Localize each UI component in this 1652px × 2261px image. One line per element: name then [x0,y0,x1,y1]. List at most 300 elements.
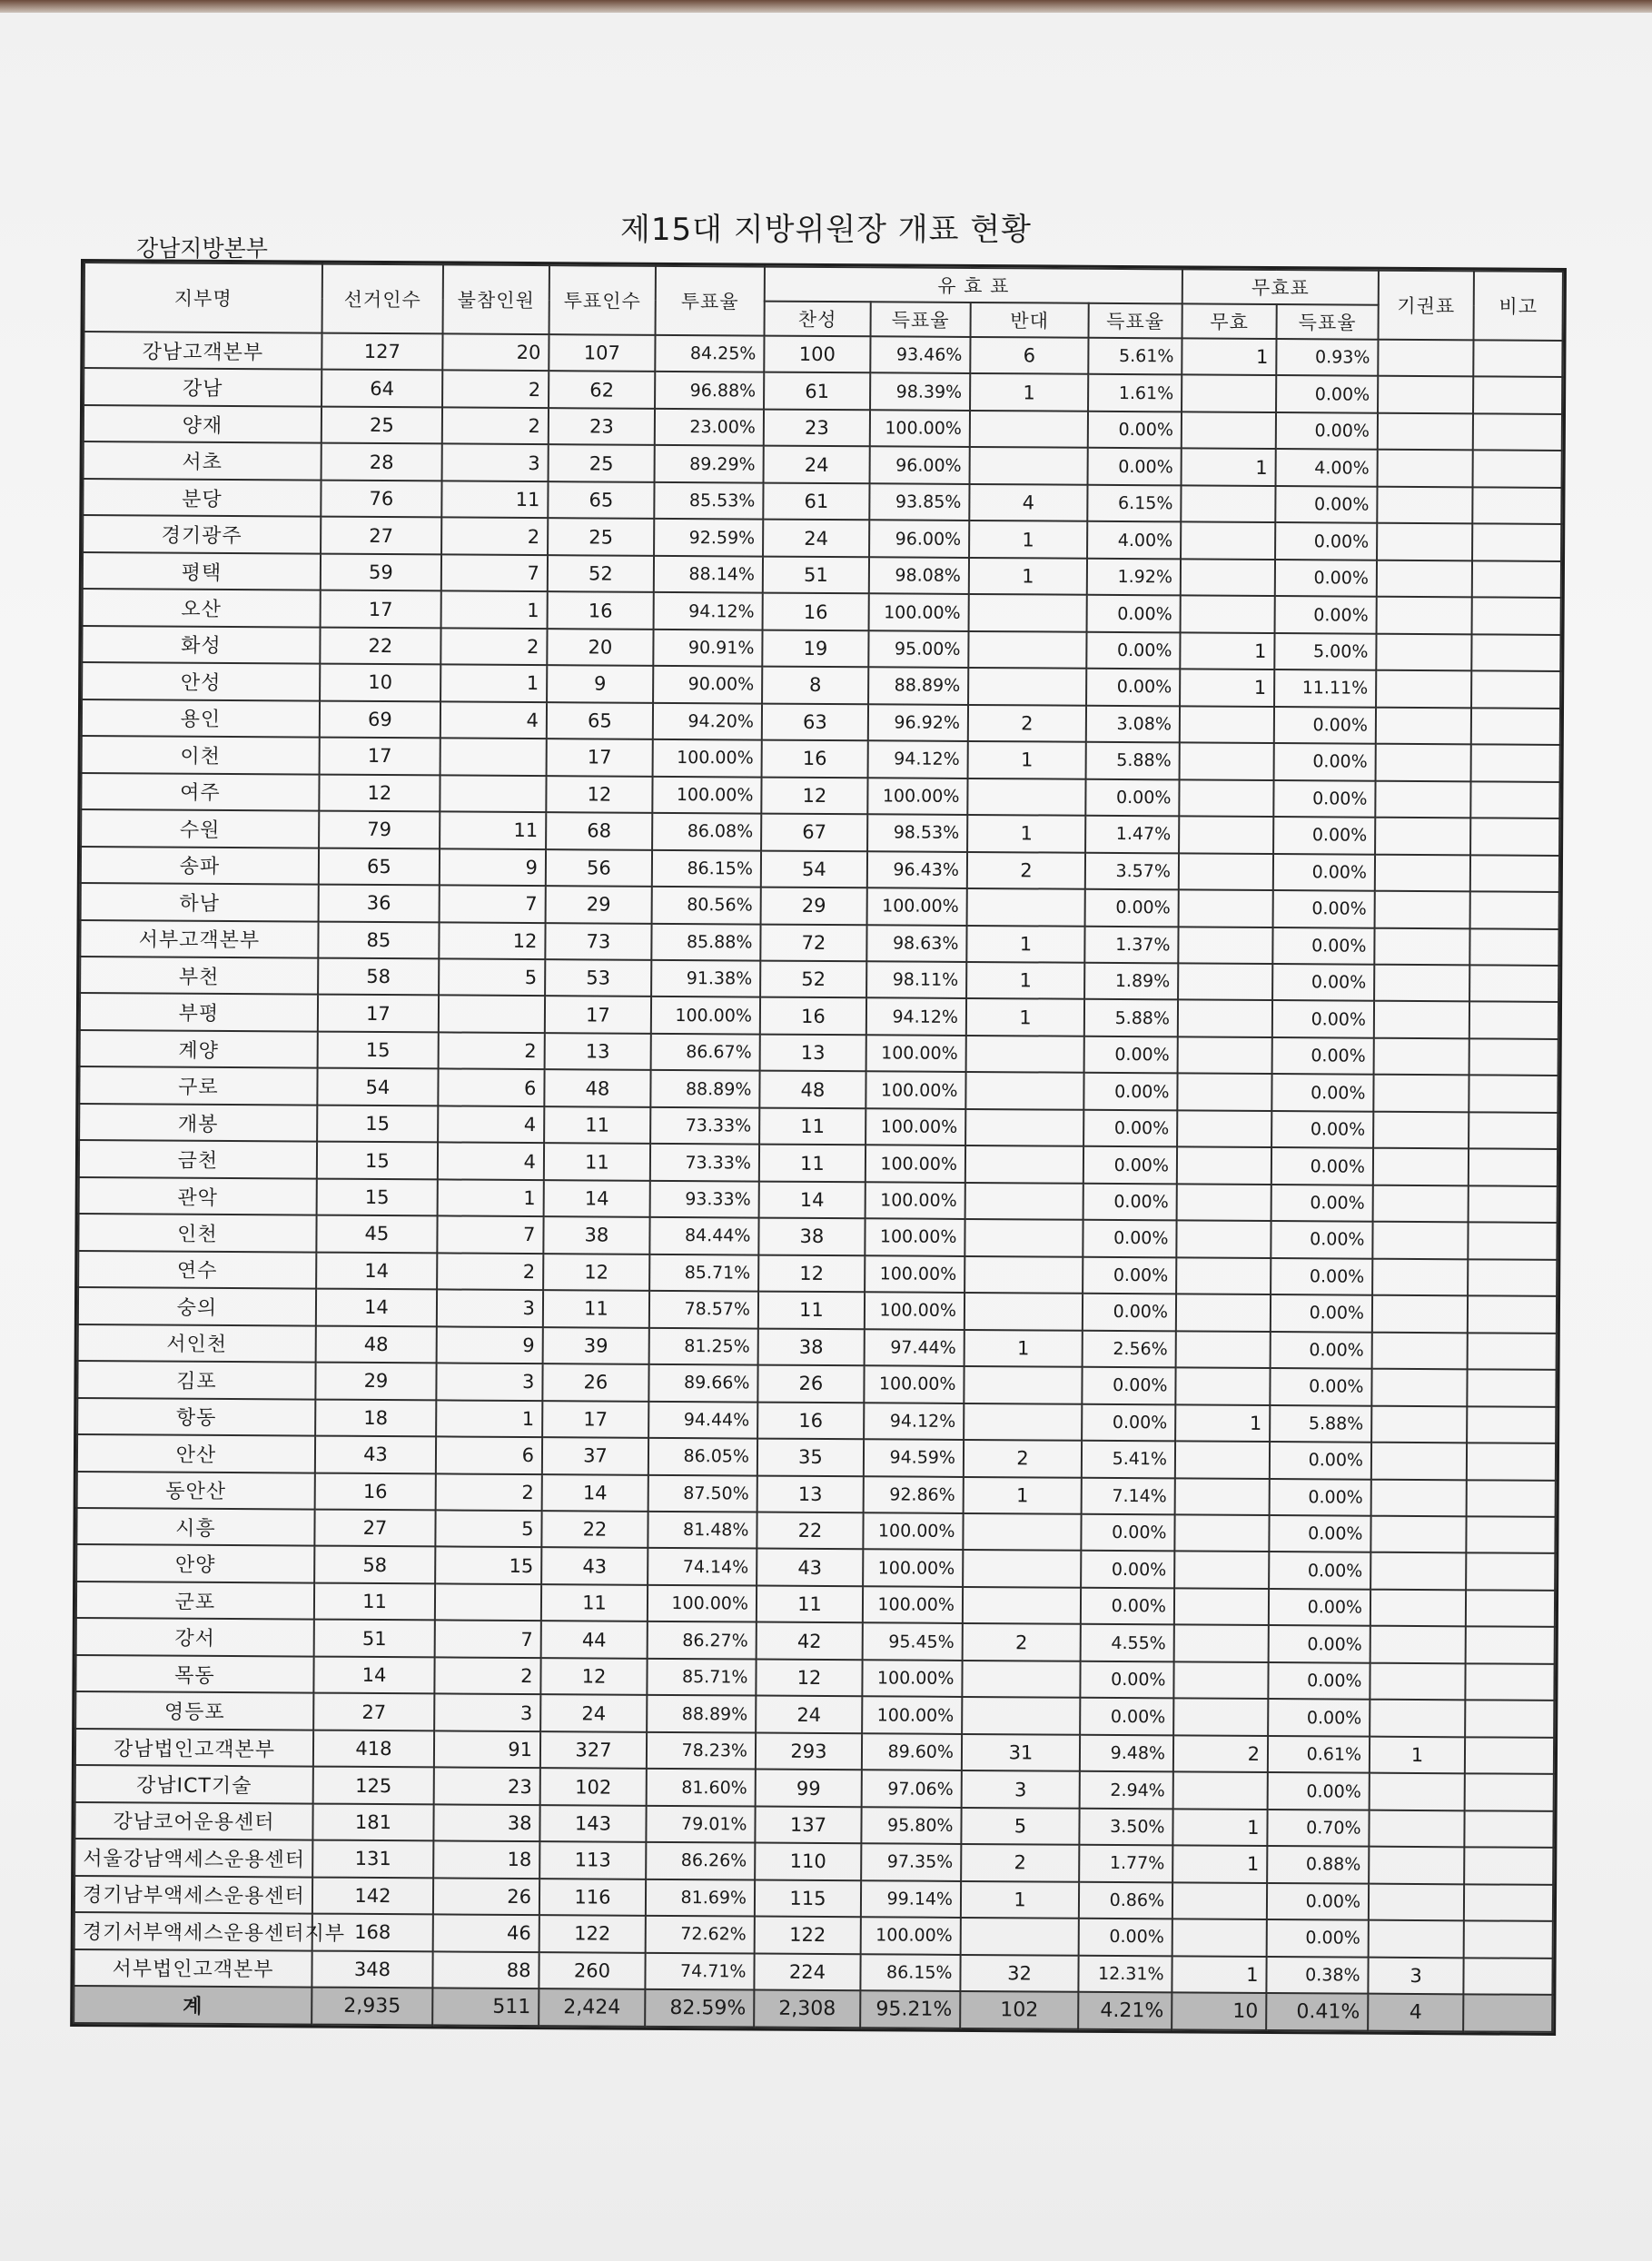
note-cell [1466,1627,1555,1664]
yes-rate-cell: 100.00% [864,1365,964,1403]
yes-rate-cell: 96.00% [869,521,969,558]
abstain-cell [1371,1405,1467,1443]
absent-cell: 38 [433,1804,539,1841]
note-cell [1470,855,1559,892]
voters-cell: 26 [542,1364,648,1401]
voters-cell: 38 [543,1216,649,1254]
absent-cell: 1 [440,665,547,702]
electorate-cell: 131 [312,1840,433,1878]
absent-cell: 511 [432,1988,539,2026]
electorate-cell: 17 [321,590,441,628]
electorate-cell: 17 [318,995,439,1032]
no-cell [962,1661,1080,1698]
void-rate-cell: 0.00% [1273,890,1375,927]
void-rate-cell: 0.00% [1273,780,1375,818]
no-cell [962,1697,1080,1734]
note-cell [1471,671,1560,709]
absent-cell: 7 [435,1621,541,1658]
void-cell [1176,1294,1271,1332]
electorate-cell: 15 [318,1031,439,1068]
void-rate-cell: 0.00% [1272,1000,1374,1037]
branch-name: 인천 [78,1214,316,1252]
void-rate-cell: 0.00% [1271,1111,1373,1148]
electorate-cell: 28 [321,443,442,481]
total-row [74,1986,1552,2032]
no-rate-cell: 4.55% [1081,1624,1174,1661]
abstain-cell [1370,1773,1465,1810]
no-cell [967,888,1085,926]
void-rate-cell: 0.00% [1272,1037,1374,1075]
yes-cell: 22 [757,1512,863,1550]
void-rate-cell: 0.38% [1266,1957,1368,1994]
electorate-cell: 142 [312,1877,433,1914]
absent-cell: 18 [433,1841,539,1879]
void-rate-cell: 0.00% [1267,1919,1369,1957]
void-cell [1181,522,1275,560]
voters-cell: 260 [539,1952,645,1989]
voters-cell: 107 [549,334,655,372]
electorate-cell: 18 [315,1399,436,1436]
absent-cell: 1 [441,591,548,629]
absent-cell: 2 [441,518,548,555]
electorate-cell: 14 [313,1656,434,1693]
header-row [84,263,1563,306]
voters-cell: 9 [547,665,653,702]
branch-name: 이천 [82,736,320,774]
yes-cell: 8 [762,667,868,704]
header-yes: 찬성 [765,302,871,337]
yes-cell: 24 [764,446,870,483]
turnout-cell: 100.00% [652,776,761,813]
branch-name: 관악 [79,1177,317,1215]
branch-name: 분당 [83,479,321,517]
voters-cell: 56 [546,849,652,887]
note-cell [1465,1701,1554,1738]
absent-cell: 2 [437,1253,543,1290]
turnout-cell: 90.00% [653,666,762,703]
voters-cell: 37 [542,1437,648,1474]
void-rate-cell: 0.00% [1271,1185,1373,1222]
void-rate-cell: 0.00% [1274,743,1376,780]
no-rate-cell: 0.00% [1083,1294,1176,1331]
branch-name: 계 [74,1986,312,2025]
turnout-cell: 73.33% [650,1107,759,1145]
branch-name: 안성 [82,662,320,700]
yes-rate-cell: 98.39% [870,373,970,411]
no-cell: 4 [969,484,1087,521]
abstain-cell [1377,597,1472,634]
no-cell [965,1109,1083,1146]
turnout-cell: 88.89% [647,1695,756,1732]
header-abstain: 기권표 [1379,271,1474,341]
yes-rate-cell: 94.12% [864,1403,964,1440]
void-rate-cell: 11.11% [1274,669,1376,707]
note-cell [1467,1480,1556,1517]
void-cell: 1 [1172,1846,1267,1883]
branch-name: 서울강남액세스운용센터 [74,1839,312,1877]
electorate-cell: 27 [314,1510,435,1547]
turnout-cell: 94.44% [648,1401,757,1438]
voters-cell: 43 [541,1548,648,1585]
branch-name: 연수 [78,1251,316,1289]
absent-cell: 7 [441,554,548,591]
no-rate-cell: 0.00% [1085,778,1179,816]
abstain-cell [1372,1222,1468,1259]
void-cell: 2 [1173,1735,1268,1772]
electorate-cell: 11 [314,1583,435,1621]
abstain-cell [1377,560,1472,598]
abstain-cell [1377,487,1472,524]
void-rate-cell: 0.00% [1269,1589,1370,1626]
branch-name: 오산 [83,589,321,627]
yes-cell: 43 [757,1549,863,1586]
yes-cell: 110 [755,1843,861,1880]
no-rate-cell: 0.00% [1082,1403,1175,1441]
electorate-cell: 181 [312,1803,433,1840]
electorate-cell: 85 [318,921,439,958]
yes-rate-cell: 100.00% [865,1292,964,1329]
voters-cell: 2,424 [539,1988,645,2027]
voters-cell: 17 [547,739,653,776]
yes-rate-cell: 98.53% [867,814,967,851]
void-rate-cell: 0.00% [1272,964,1374,1001]
electorate-cell: 25 [321,407,442,444]
branch-name: 화성 [82,626,320,664]
turnout-cell: 85.71% [647,1659,756,1696]
abstain-cell [1369,1883,1464,1920]
yes-cell: 99 [756,1770,862,1807]
abstain-cell [1371,1369,1467,1406]
no-cell [968,631,1086,669]
absent-cell: 9 [440,848,546,886]
headquarters-label: 강남지방본부 [136,235,268,262]
branch-name: 안산 [77,1434,315,1473]
yes-cell: 29 [761,888,867,925]
branch-name: 서부고객본부 [80,919,318,957]
void-cell [1178,963,1272,1000]
no-cell: 3 [962,1770,1080,1808]
no-rate-cell: 12.31% [1078,1955,1172,1992]
branch-name: 부평 [80,993,318,1031]
electorate-cell: 348 [312,1950,432,1988]
yes-cell: 61 [764,372,870,410]
abstain-cell: 3 [1368,1957,1463,1994]
void-cell: 1 [1175,1404,1270,1442]
yes-cell: 19 [762,630,868,667]
electorate-cell: 2,935 [312,1988,432,2026]
turnout-cell: 86.67% [651,1034,760,1071]
absent-cell: 1 [438,1179,544,1216]
voters-cell: 20 [547,629,653,666]
void-rate-cell: 5.88% [1270,1405,1371,1443]
note-cell [1469,1185,1558,1223]
no-rate-cell: 0.00% [1083,1256,1176,1294]
no-cell [966,1036,1084,1073]
electorate-cell: 12 [319,774,440,811]
voters-cell: 24 [540,1694,647,1731]
voters-cell: 22 [541,1511,648,1548]
turnout-cell: 93.33% [650,1181,759,1218]
no-cell: 102 [960,1991,1078,2029]
void-cell [1180,743,1274,780]
yes-rate-cell: 97.44% [865,1329,964,1366]
note-cell [1464,1810,1553,1848]
no-cell: 5 [961,1808,1079,1845]
note-cell [1466,1553,1555,1591]
void-cell [1177,1184,1271,1221]
note-cell [1473,340,1562,377]
yes-cell: 24 [756,1696,862,1733]
no-cell: 6 [970,337,1088,374]
abstain-cell [1372,1295,1468,1333]
branch-name: 수원 [81,809,319,848]
no-cell: 2 [961,1844,1079,1881]
yes-rate-cell: 100.00% [866,1182,965,1219]
header-electorate: 선거인수 [322,264,443,334]
note-cell [1469,1149,1558,1186]
abstain-cell [1369,1810,1464,1847]
no-rate-cell: 3.50% [1079,1808,1172,1845]
voters-cell: 327 [540,1731,647,1769]
electorate-cell: 17 [320,738,440,775]
void-cell [1176,1257,1271,1294]
abstain-cell [1370,1626,1466,1663]
no-cell [964,1256,1083,1294]
electorate-cell: 58 [314,1546,435,1583]
turnout-cell: 87.50% [648,1474,757,1512]
yes-rate-cell: 100.00% [866,1035,966,1072]
no-cell [965,1183,1083,1220]
void-rate-cell: 0.00% [1269,1625,1370,1662]
void-cell [1177,1110,1271,1147]
turnout-cell: 84.25% [655,335,764,372]
electorate-cell: 10 [320,664,440,701]
note-cell [1464,1848,1553,1885]
absent-cell: 3 [442,444,549,481]
electorate-cell: 51 [314,1620,435,1657]
void-cell [1177,1147,1271,1185]
no-cell [964,1219,1083,1256]
abstain-cell [1373,1112,1469,1149]
voters-cell: 11 [543,1290,649,1327]
electorate-cell: 29 [315,1363,436,1400]
abstain-cell [1372,1332,1468,1369]
yes-rate-cell: 100.00% [867,778,967,815]
note-cell [1467,1369,1556,1406]
no-rate-cell: 0.00% [1080,1661,1173,1699]
turnout-cell: 94.12% [654,592,763,630]
yes-rate-cell: 97.06% [862,1770,962,1808]
no-rate-cell: 0.00% [1080,1698,1173,1735]
void-rate-cell: 0.00% [1275,560,1377,597]
ballot-count-table [73,262,1564,2033]
branch-name: 평택 [83,552,321,590]
void-rate-cell: 0.00% [1271,1258,1372,1295]
electorate-cell: 36 [319,885,440,922]
yes-rate-cell: 99.14% [861,1880,961,1918]
yes-rate-cell: 97.35% [861,1843,961,1880]
no-cell [967,778,1085,816]
turnout-cell: 73.33% [650,1144,759,1181]
yes-cell: 42 [757,1622,863,1660]
void-cell [1174,1588,1269,1625]
abstain-cell [1376,744,1471,781]
no-cell: 1 [968,741,1086,778]
void-cell [1182,412,1276,449]
no-cell [964,1293,1083,1330]
yes-rate-cell: 100.00% [862,1660,962,1697]
note-cell [1464,1920,1553,1958]
void-cell [1175,1478,1270,1515]
yes-rate-cell: 100.00% [866,1072,965,1109]
no-cell [961,1918,1079,1955]
abstain-cell [1369,1847,1464,1884]
yes-rate-cell: 96.43% [867,851,967,888]
no-rate-cell: 0.00% [1083,1184,1177,1221]
yes-rate-cell: 92.86% [864,1476,964,1513]
turnout-cell: 82.59% [645,1989,754,2028]
void-rate-cell: 5.00% [1274,633,1376,670]
branch-name: 개봉 [79,1104,317,1142]
no-cell [965,1072,1083,1109]
yes-cell: 293 [756,1732,862,1770]
voters-cell: 11 [541,1584,648,1621]
electorate-cell: 27 [313,1693,434,1730]
no-rate-cell: 3.08% [1086,705,1180,742]
void-cell: 10 [1172,1992,1266,2030]
voters-cell: 65 [547,702,653,739]
branch-name: 강서 [76,1618,314,1656]
branch-name: 강남 [84,368,321,406]
yes-rate-cell: 94.12% [868,740,968,778]
branch-name: 시흥 [76,1508,314,1546]
branch-name: 부천 [80,957,318,995]
no-cell: 1 [964,1330,1083,1367]
turnout-cell: 78.23% [647,1732,756,1770]
yes-cell: 63 [762,703,868,740]
void-rate-cell: 0.61% [1268,1736,1370,1773]
abstain-cell [1378,413,1473,451]
voters-cell: 122 [539,1915,646,1952]
void-rate-cell: 0.00% [1271,1332,1372,1369]
voters-cell: 62 [549,372,655,409]
absent-cell: 23 [434,1768,540,1805]
yes-rate-cell: 94.59% [864,1439,964,1476]
voters-cell: 29 [546,886,652,923]
no-rate-cell: 5.88% [1084,999,1178,1036]
yes-cell: 51 [763,556,869,593]
yes-rate-cell: 100.00% [863,1550,963,1587]
abstain-cell [1377,523,1472,560]
abstain-cell [1375,780,1470,818]
no-rate-cell: 9.48% [1080,1735,1173,1772]
absent-cell: 5 [435,1510,541,1547]
no-rate-cell: 0.00% [1087,595,1181,632]
abstain-cell [1374,965,1469,1002]
no-rate-cell: 1.37% [1084,926,1178,963]
void-rate-cell: 0.00% [1273,854,1375,891]
absent-cell [439,996,545,1033]
abstain-cell [1370,1700,1465,1737]
voters-cell: 11 [544,1143,650,1180]
note-cell [1469,1076,1558,1113]
yes-rate-cell: 88.89% [868,668,968,705]
voters-cell: 17 [545,997,651,1034]
note-cell [1473,413,1562,451]
abstain-cell [1370,1552,1466,1590]
voters-cell: 48 [544,1069,650,1106]
voters-cell: 25 [548,518,654,555]
void-cell [1173,1772,1268,1810]
abstain-cell [1376,707,1471,744]
voters-cell: 12 [546,776,652,813]
yes-cell: 48 [759,1071,866,1108]
turnout-cell: 81.48% [648,1512,757,1549]
yes-rate-cell: 95.00% [868,630,968,668]
yes-cell: 11 [759,1107,866,1145]
note-cell [1471,744,1560,781]
no-rate-cell: 0.00% [1084,1036,1178,1074]
page-title: 제15대 지방위원장 개표 현황 [620,212,1032,248]
note-cell [1465,1663,1554,1701]
branch-name: 경기광주 [83,515,321,553]
void-rate-cell: 0.00% [1272,927,1374,965]
no-rate-cell: 1.89% [1084,963,1178,1000]
turnout-cell: 78.57% [649,1291,758,1328]
electorate-cell: 15 [317,1178,438,1215]
no-rate-cell: 0.00% [1085,889,1179,927]
abstain-cell [1372,1258,1468,1295]
no-rate-cell: 0.00% [1079,1919,1172,1956]
note-cell [1463,1994,1552,2032]
header-voters: 투표인수 [549,265,656,335]
yes-cell: 61 [763,482,869,520]
no-cell: 2 [967,852,1085,889]
yes-cell: 35 [757,1439,864,1476]
void-cell [1172,1919,1267,1957]
branch-name: 서부법인고객본부 [74,1949,312,1988]
no-cell: 31 [962,1734,1080,1771]
no-rate-cell: 4.00% [1087,521,1181,559]
yes-rate-cell: 89.60% [862,1733,962,1770]
absent-cell: 91 [434,1730,540,1768]
yes-rate-cell: 94.12% [866,998,966,1036]
void-cell [1172,1882,1267,1919]
no-rate-cell: 3.57% [1085,852,1179,889]
yes-rate-cell: 100.00% [861,1917,961,1954]
no-rate-cell: 0.00% [1081,1551,1174,1588]
branch-name: 경기남부액세스운용센터 [74,1876,312,1914]
no-cell [965,1145,1083,1183]
void-cell [1179,816,1273,853]
turnout-cell: 89.66% [648,1364,757,1402]
absent-cell: 7 [440,885,546,922]
absent-cell: 4 [438,1143,544,1180]
voters-cell: 25 [549,445,655,482]
electorate-cell: 27 [321,517,441,554]
turnout-cell: 72.62% [646,1916,755,1953]
voters-cell: 17 [542,1401,648,1438]
no-cell: 1 [970,373,1088,411]
no-rate-cell: 5.41% [1082,1441,1175,1478]
yes-cell: 67 [761,814,867,851]
branch-name: 송파 [81,847,319,885]
void-cell [1180,706,1274,743]
abstain-cell [1378,450,1473,487]
yes-rate-cell: 100.00% [867,888,967,925]
void-cell [1178,927,1272,964]
branch-name: 동안산 [77,1472,315,1510]
